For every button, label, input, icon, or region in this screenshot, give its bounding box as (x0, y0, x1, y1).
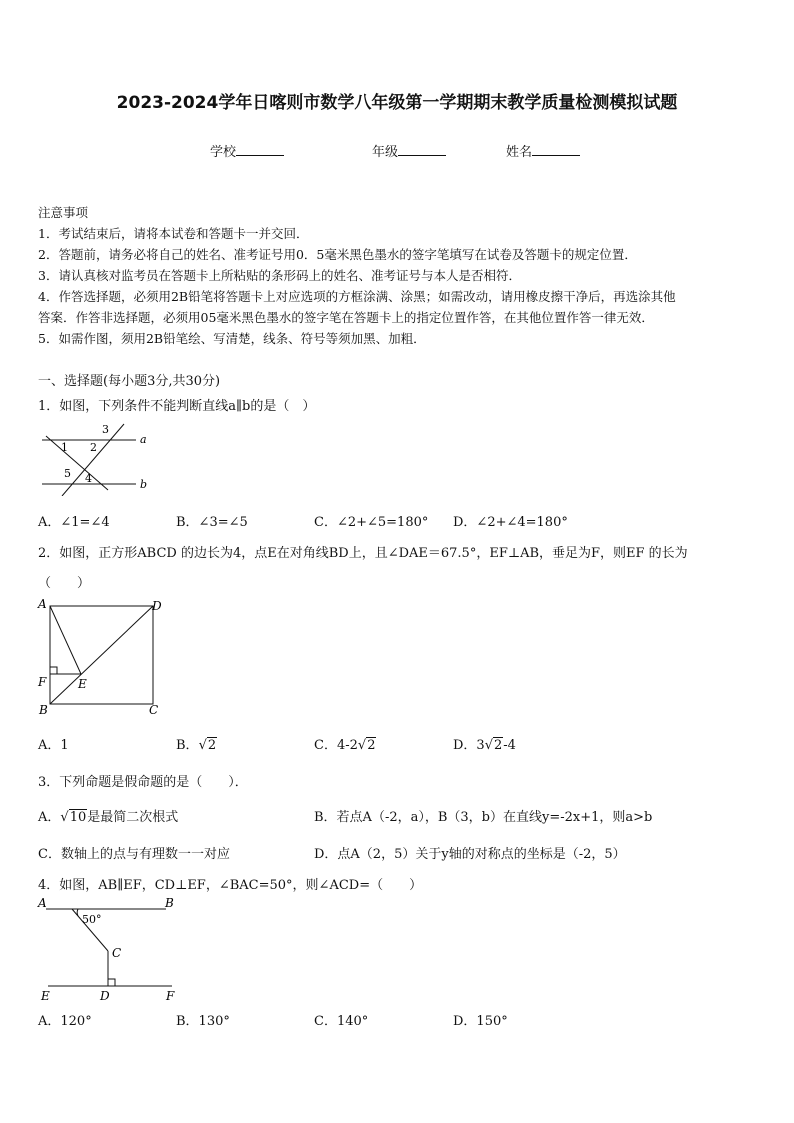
q1-stem: 1．如图，下列条件不能判断直线a∥b的是（ ） (38, 399, 316, 414)
q4-option-d: D．150° (453, 1014, 508, 1029)
note-5: 5．如需作图，须用2B铅笔绘、写清楚，线条、符号等须加黑、加粗． (38, 331, 426, 346)
sqrt-symbol: √10 (60, 810, 87, 825)
name-blank (532, 143, 580, 156)
q4-option-c: C．140° (314, 1014, 369, 1029)
q4-label-e: E (41, 989, 50, 1003)
grade-field (372, 141, 446, 160)
school-field (210, 141, 284, 160)
q1-option-d: D．∠2+∠4=180° (453, 515, 568, 530)
q2-option-b (176, 734, 217, 753)
q4-label-b: B (165, 896, 174, 910)
q1-option-c: C．∠2+∠5=180° (314, 515, 429, 530)
q2-label-c: C (149, 703, 159, 717)
q2-label-e: E (78, 677, 87, 691)
q1-transversal-1 (46, 436, 108, 490)
q2-option-c (314, 734, 376, 753)
q3-option-a (38, 806, 178, 825)
q1-label-3: 3 (102, 423, 109, 436)
q2-figure (36, 597, 166, 719)
grade-label: 年级 (372, 145, 399, 160)
q4-stem: 4．如图，AB∥EF，CD⊥EF，∠BAC=50°，则∠ACD=（ ） (38, 878, 423, 893)
name-label: 姓名 (506, 145, 533, 160)
note-4-line-2: 答案．作答非选择题，必须用05毫米黑色墨水的签字笔在答题卡上的指定位置作答，在其他位置作答一律无效． (38, 310, 654, 325)
q4-label-a: A (38, 896, 47, 910)
q1-label-a: a (140, 433, 147, 446)
q2-option-d-prefix: D．3 (453, 738, 485, 753)
q2-label-f: F (38, 675, 47, 689)
q1-figure (36, 420, 156, 496)
q1-label-4: 4 (85, 472, 92, 485)
note-4-line-1: 4．作答选择题，必须用2B铅笔将答题卡上对应选项的方框涂满、涂黑；如需改动，请用橡皮擦干净后，再选涂其他 (38, 289, 676, 304)
section-heading: 一、选择题(每小题3分,共30分) (38, 374, 221, 389)
note-1: 1．考试结束后，请将本试卷和答题卡一并交回． (38, 226, 309, 241)
page-title: 2023-2024学年日喀则市数学八年级第一学期期末教学质量检测模拟试题 (116, 93, 678, 113)
q2-option-b-prefix: B． (176, 738, 199, 753)
note-2: 2．答题前，请务必将自己的姓名、准考证号用0．5毫米黑色墨水的签字笔填写在试卷及答题卡的规定位置． (38, 247, 637, 262)
q1-label-b: b (140, 478, 148, 491)
q2-label-a: A (38, 597, 47, 611)
q1-option-a: A．∠1=∠4 (38, 515, 110, 530)
q2-option-b-radicand: 2 (207, 738, 217, 753)
q2-option-d (453, 734, 516, 753)
q1-label-2: 2 (90, 441, 97, 454)
q4-label-50deg: 50° (82, 913, 102, 926)
q4-option-b: B．130° (176, 1014, 230, 1029)
q2-paren: （ ） (38, 576, 91, 591)
q4-right-angle-mark (108, 979, 115, 986)
q1-label-5: 5 (64, 467, 71, 480)
q2-option-d-suffix: -4 (503, 738, 516, 753)
grade-blank (398, 143, 446, 156)
sqrt-symbol: √2 (484, 738, 503, 753)
q4-option-a: A．120° (38, 1014, 92, 1029)
q2-option-c-radicand: 2 (367, 738, 376, 753)
q3-option-b: B．若点A（-2，a），B（3，b）在直线y=-2x+1，则a>b (314, 810, 653, 825)
q2-option-c-prefix: C．4-2 (314, 738, 358, 753)
q4-figure (36, 895, 181, 1005)
q4-label-f: F (166, 989, 175, 1003)
q4-label-c: C (112, 946, 122, 960)
q2-label-d: D (152, 599, 162, 613)
q4-label-d: D (100, 989, 110, 1003)
q1-label-1: 1 (61, 441, 68, 454)
q2-option-d-radicand: 2 (494, 738, 503, 753)
q2-segment-ae (50, 606, 81, 674)
q4-angle-arc (77, 909, 78, 916)
q3-option-a-suffix: 是最简二次根式 (87, 810, 179, 825)
school-label: 学校 (210, 145, 237, 160)
q3-option-a-radicand: 10 (69, 810, 87, 825)
name-field (506, 141, 580, 160)
notes-heading: 注意事项 (38, 205, 89, 220)
q2-diagonal-bd (50, 606, 153, 704)
q3-option-d: D．点A（2，5）关于y轴的对称点的坐标是（-2，5） (314, 847, 626, 862)
q1-transversal-2 (62, 424, 124, 496)
q2-label-b: B (39, 703, 48, 717)
sqrt-symbol: √2 (357, 738, 376, 753)
sqrt-symbol: √2 (198, 738, 217, 753)
q3-option-c: C．数轴上的点与有理数一一对应 (38, 847, 230, 862)
q3-stem: 3．下列命题是假命题的是（ ）． (38, 775, 248, 790)
q1-option-b: B．∠3=∠5 (176, 515, 248, 530)
school-blank (236, 143, 284, 156)
q2-option-a: A．1 (38, 738, 69, 753)
note-3: 3．请认真核对监考员在答题卡上所粘贴的条形码上的姓名、准考证号与本人是否相符． (38, 268, 521, 283)
q3-option-a-prefix: A． (38, 810, 61, 825)
q2-stem: 2．如图，正方形ABCD 的边长为4，点E在对角线BD上，且∠DAE＝67.5°，EF⊥AB，垂足为F，则EF 的长为 (38, 546, 688, 561)
q2-right-angle-mark (50, 667, 57, 674)
